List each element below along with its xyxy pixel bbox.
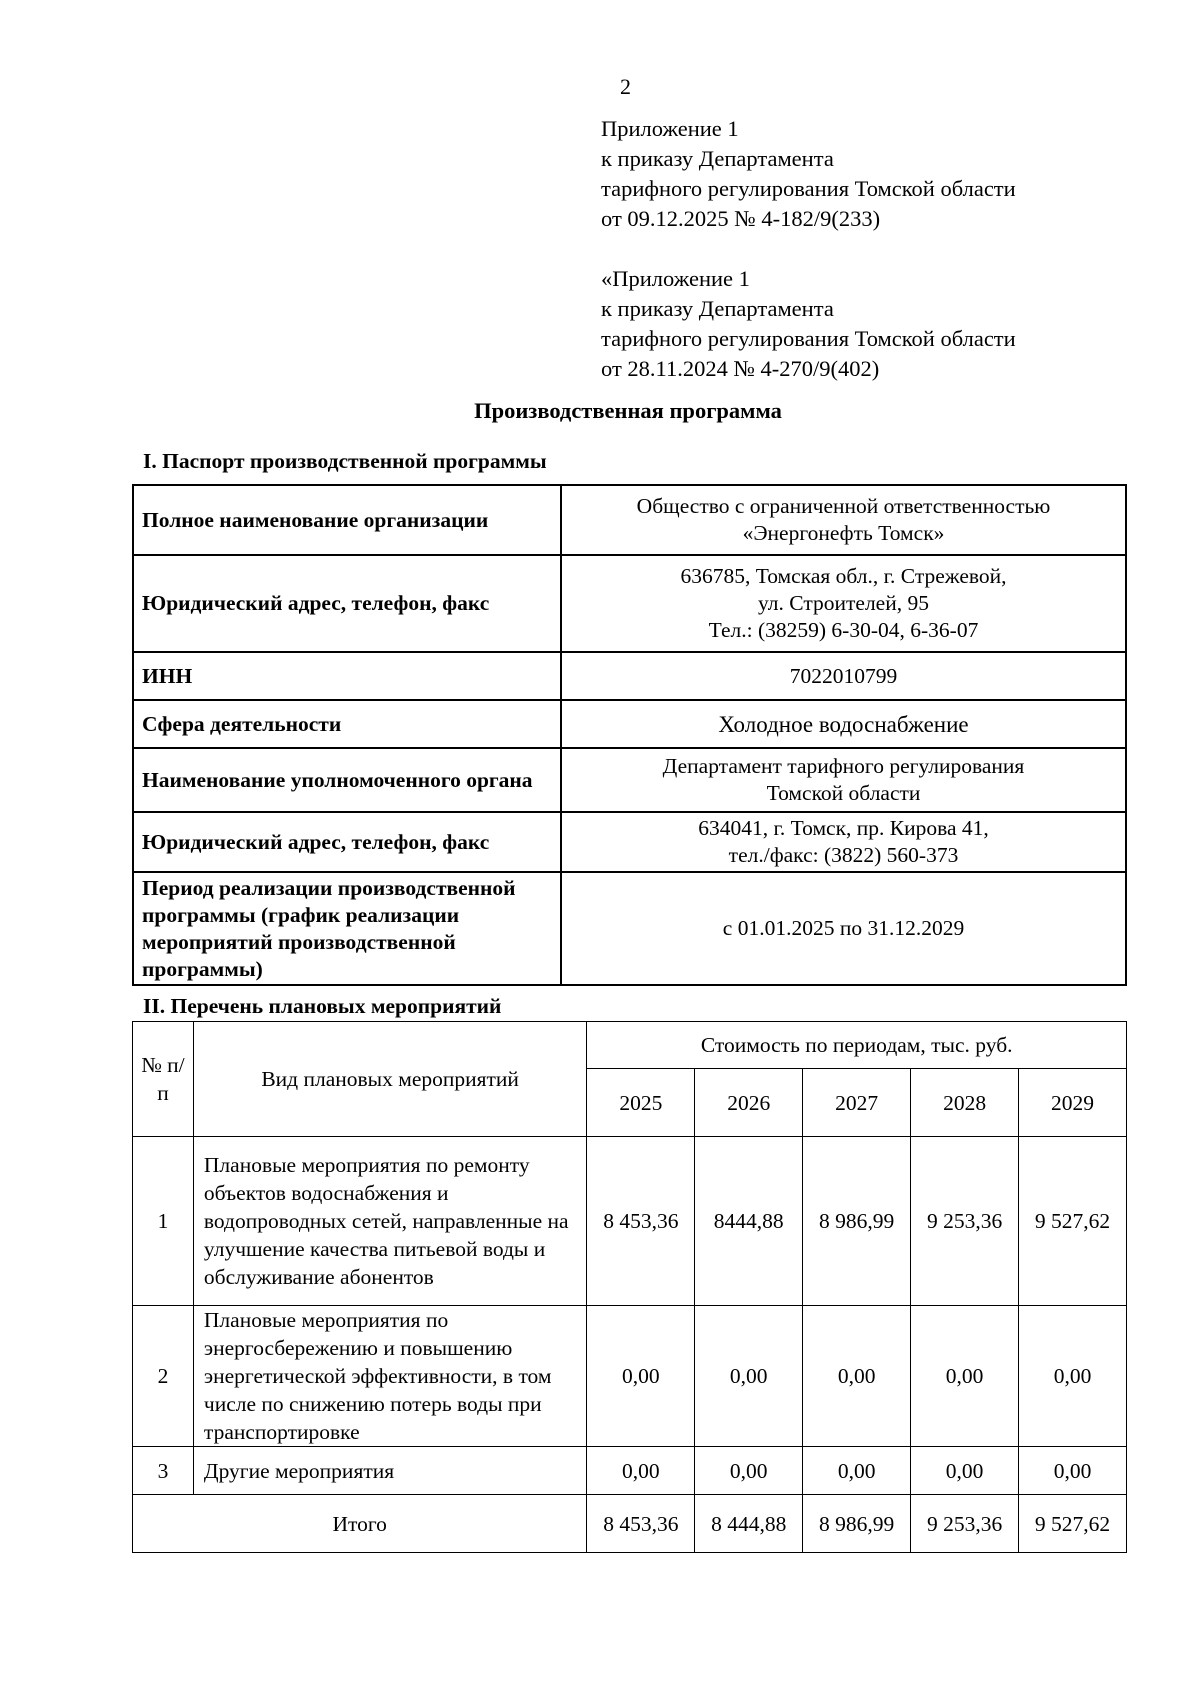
passport-value <box>561 748 1126 812</box>
table-total-row <box>133 1495 1127 1553</box>
row-activity: Плановые мероприятия по ремонту объектов водоснабжения и водопроводных сетей, направленные на улучшение качества питьевой воды и обслуживание абонентов <box>193 1137 586 1306</box>
passport-label: Период реализации производственной программы (график реализации мероприятий производственной программы) <box>133 872 561 985</box>
value-line: Общество с ограниченной ответственностью <box>636 494 1051 518</box>
row-value: 9 527,62 <box>1019 1137 1127 1306</box>
value-line: 7022010799 <box>789 663 898 688</box>
row-value: 0,00 <box>803 1447 911 1495</box>
total-value: 9 253,36 <box>911 1495 1019 1553</box>
row-value: 0,00 <box>911 1306 1019 1447</box>
passport-value <box>561 812 1126 872</box>
appendix-line: Приложение 1 <box>601 116 739 141</box>
table-row <box>133 1447 1127 1495</box>
col-header-year: 2025 <box>587 1069 695 1137</box>
table-row <box>133 485 1126 555</box>
table-row <box>133 748 1126 812</box>
col-header-year: 2026 <box>695 1069 803 1137</box>
row-number: 1 <box>133 1137 194 1306</box>
row-value: 0,00 <box>803 1306 911 1447</box>
value-line: 634041, г. Томск, пр. Кирова 41, <box>698 816 989 840</box>
table-row <box>133 1306 1127 1447</box>
row-number: 3 <box>133 1447 194 1495</box>
passport-value <box>561 555 1126 652</box>
col-header-year: 2027 <box>803 1069 911 1137</box>
passport-value <box>561 485 1126 555</box>
value-line: с 01.01.2025 по 31.12.2029 <box>722 916 965 940</box>
value-line: Холодное водоснабжение <box>718 711 969 737</box>
row-value: 0,00 <box>587 1306 695 1447</box>
row-activity: Плановые мероприятия по энергосбережению и повышению энергетической эффективности, в том числе по снижению потерь воды при транспортировке <box>193 1306 586 1447</box>
passport-value <box>561 872 1126 985</box>
row-value: 0,00 <box>1019 1447 1127 1495</box>
passport-label: Юридический адрес, телефон, факс <box>133 812 561 872</box>
value-line: Тел.: (38259) 6-30-04, 6-36-07 <box>708 618 979 642</box>
passport-label: Сфера деятельности <box>133 700 561 748</box>
table-row <box>133 652 1126 700</box>
total-value: 8 453,36 <box>587 1495 695 1553</box>
passport-heading: I. Паспорт производственной программы <box>143 449 547 473</box>
appendix-current <box>601 114 1016 234</box>
passport-value <box>561 700 1126 748</box>
row-value: 9 253,36 <box>911 1137 1019 1306</box>
table-row <box>133 555 1126 652</box>
table-row <box>133 872 1126 985</box>
col-header-number: № п/п <box>133 1022 194 1137</box>
total-value: 8 986,99 <box>803 1495 911 1553</box>
table-row <box>133 700 1126 748</box>
appendix-line: тарифного регулирования Томской области <box>601 326 1016 351</box>
row-value: 8 453,36 <box>587 1137 695 1306</box>
col-header-cost: Стоимость по периодам, тыс. руб. <box>587 1022 1127 1069</box>
row-value: 0,00 <box>587 1447 695 1495</box>
total-value: 8 444,88 <box>695 1495 803 1553</box>
row-activity: Другие мероприятия <box>193 1447 586 1495</box>
total-label: Итого <box>133 1495 587 1553</box>
appendix-line: к приказу Департамента <box>601 146 834 171</box>
value-line: «Энергонефть Томск» <box>742 521 945 545</box>
row-value: 0,00 <box>695 1447 803 1495</box>
row-value: 8444,88 <box>695 1137 803 1306</box>
appendix-line: от 28.11.2024 № 4-270/9(402) <box>601 356 880 381</box>
page-number: 2 <box>620 74 631 99</box>
passport-label: Полное наименование организации <box>133 485 561 555</box>
measures-table <box>132 1021 1127 1553</box>
table-row <box>133 812 1126 872</box>
row-value: 0,00 <box>1019 1306 1127 1447</box>
col-header-year: 2028 <box>911 1069 1019 1137</box>
total-value: 9 527,62 <box>1019 1495 1127 1553</box>
value-line: Департамент тарифного регулирования <box>662 754 1025 778</box>
passport-label: Наименование уполномоченного органа <box>133 748 561 812</box>
appendix-line: от 09.12.2025 № 4-182/9(233) <box>601 206 881 231</box>
passport-value <box>561 652 1126 700</box>
passport-label: Юридический адрес, телефон, факс <box>133 555 561 652</box>
row-number: 2 <box>133 1306 194 1447</box>
document-title: Производственная программа <box>474 398 782 423</box>
table-header-row <box>133 1022 1127 1069</box>
row-value: 8 986,99 <box>803 1137 911 1306</box>
value-line: Томской области <box>766 781 921 805</box>
value-line: тел./факс: (3822) 560-373 <box>728 843 959 867</box>
col-header-year: 2029 <box>1019 1069 1127 1137</box>
appendix-line: «Приложение 1 <box>601 266 750 291</box>
measures-heading: II. Перечень плановых мероприятий <box>143 994 502 1018</box>
appendix-line: тарифного регулирования Томской области <box>601 176 1016 201</box>
row-value: 0,00 <box>911 1447 1019 1495</box>
table-row <box>133 1137 1127 1306</box>
value-line: 636785, Томская обл., г. Стрежевой, <box>680 564 1007 588</box>
passport-table <box>132 484 1127 986</box>
passport-label: ИНН <box>133 652 561 700</box>
value-line: ул. Строителей, 95 <box>758 591 929 615</box>
appendix-line: к приказу Департамента <box>601 296 834 321</box>
row-value: 0,00 <box>695 1306 803 1447</box>
appendix-previous <box>601 264 1016 384</box>
col-header-activity: Вид плановых мероприятий <box>193 1022 586 1137</box>
